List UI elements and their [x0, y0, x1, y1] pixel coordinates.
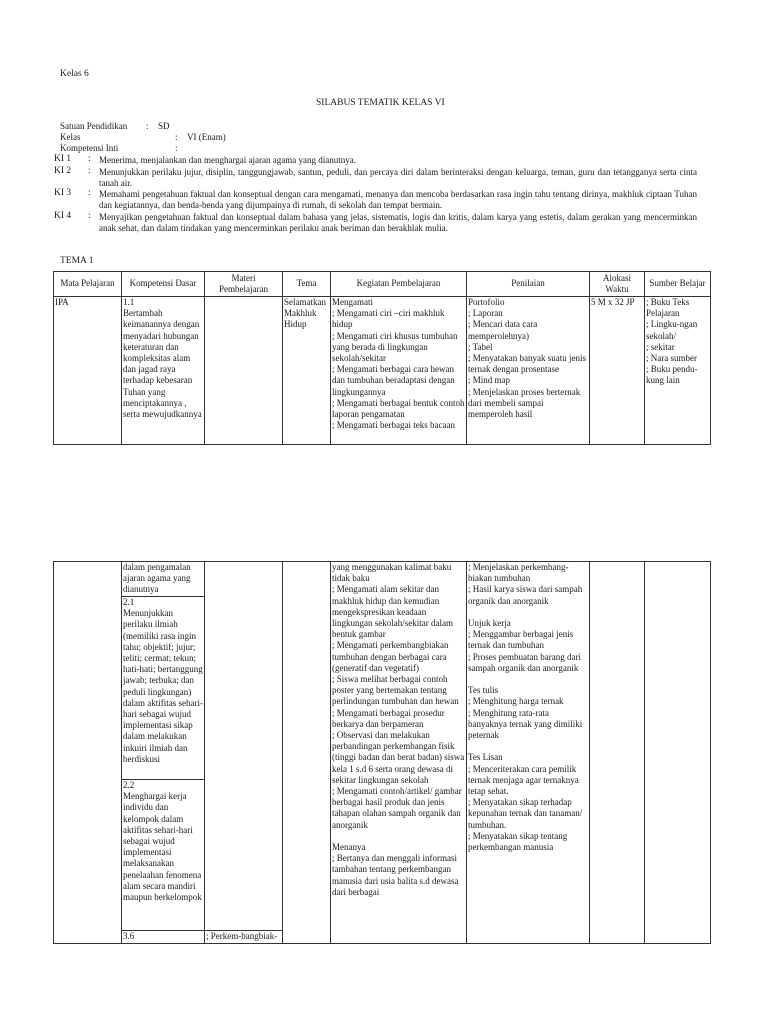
header-kompetensi-dasar: Kompetensi Dasar: [122, 272, 205, 297]
cell-mapel-cont: [54, 562, 122, 944]
cell-tema: Selamatkan Makhluk Hidup: [283, 297, 331, 445]
materi-last: ; Perkem-bangbiak-: [205, 930, 282, 943]
ki-text: Menunjukkan perilaku jujur, disiplin, tanggungjawab, santun, peduli, dan percaya diri dalam berinteraksi dengan keluarga, teman, guru dan tetangganya serta cinta tanah air.: [99, 167, 697, 188]
header-alokasi: Alokasi Waktu: [590, 272, 645, 297]
cell-sumber: ; Buku Teks Pelajaran ; Lingku-ngan sekolah/ ; sekitar ; Nara sumber ; Buku pendu-kung lain: [645, 297, 711, 445]
ki-label: KI 3: [54, 188, 72, 198]
ki-text: Menerima, menjalankan dan menghargai ajaran agama yang dianutnya.: [99, 155, 356, 165]
syllabus-table-1: [53, 271, 711, 445]
ki-text: Menyajikan pengetahuan faktual dan konseptual dalam bahasa yang jelas, sistematis, logis dan kritis, dalam karya yang estetis, dalam gerakan yang mencerminkan anak sehat, dan dalam tindakan yang mencerminkan perilaku anak beriman dan berakhlak mulia.: [99, 212, 697, 233]
header-penilaian: Penilaian: [467, 272, 590, 297]
tema-label: TEMA 1: [60, 256, 94, 266]
ki-label: KI 1: [54, 154, 72, 164]
kd-block: 2.2 Menghargai kerja individu dan kelompok dalam aktifitas sehari-hari sebagai wujud implementasi melaksanakan penelaahan fenomena alam secara mandiri maupun berkelompok: [122, 780, 204, 931]
identity-label: Satuan Pendidikan: [60, 121, 128, 131]
syllabus-table-2: [53, 561, 711, 944]
ki-sep: :: [88, 211, 91, 221]
identity-label: Kelas: [60, 132, 81, 142]
identity-value: SD: [158, 121, 170, 131]
cell-kd: 1.1 Bertambah keimanannya dengan menyadari hubungan keteraturan dan kompleksitas alam dan jagad raya terhadap kebesaran Tuhan yang menciptakannya , serta mewujudkannya: [122, 297, 205, 445]
header-mata-pelajaran: Mata Pelajaran: [54, 272, 122, 297]
cell-sumber-cont: [645, 562, 711, 944]
kd-block: 3.6: [123, 931, 135, 941]
cell-tema-cont: [283, 562, 331, 944]
identity-label: Kompetensi Inti: [60, 143, 119, 153]
identity-sep: :: [146, 121, 149, 131]
ki-sep: :: [88, 188, 91, 198]
header-tema: Tema: [283, 272, 331, 297]
kd-block: dalam pengamalan ajaran agama yang dianutnya: [122, 562, 204, 597]
header-kegiatan: Kegiatan Pembelajaran: [331, 272, 467, 297]
ki-label: KI 4: [54, 211, 72, 221]
identity-sep: :: [175, 132, 178, 142]
ki-sep: :: [88, 166, 91, 176]
header-sumber: Sumber Belajar: [645, 272, 711, 297]
kd-block: 2.1 Menunjukkan perilaku ilmiah (memiliki rasa ingin tahu; objektif; jujur; teliti; cermat; tekun; hati-hati; bertanggung jawab; terbuka; dan peduli lingkungan) dalam aktifitas sehari-hari sebagai wujud implementasi sikap dalam melakukan inkuiri ilmiah dan berdiskusi: [122, 597, 204, 780]
cell-penilaian: Portofolio ; Laporan ; Mencari data cara memperolehnya) ; Tabel ; Menyatakan banyak suatu jenis ternak dengan prosentase ; Mind map ; Menjelaskan proses berternak dari membeli sampai memperoleh hasil: [467, 297, 590, 445]
cell-materi-cont: [205, 562, 283, 944]
header-materi: Materi Pembelajaran: [205, 272, 283, 297]
class-label: Kelas 6: [60, 69, 89, 79]
cell-penilaian-cont: ; Menjelaskan perkembang-biakan tumbuhan ; Hasil karya siswa dari sampah organik dan anorganik Unjuk kerja ; Menggambar berbagai jenis ternak dan tumbuhan ; Proses pembuatan barang dari sampah organik dan anorganik Tes tulis ; Menghitung harga ternak ; Menghitung rata-rata banyaknya ternak yang dimiliki peternak Tes Lisan ; Menceriterakan cara pemilik ternak menjaga agar ternaknya tetap sehat. ; Menyatakan sikap terhadap kepunahan ternak dan tanaman/ tumbuhan. ; Menyatakan sikap tentang perkembangan manusia: [467, 562, 590, 944]
cell-kegiatan-cont: yang menggunakan kalimat baku tidak baku ; Mengamati alam sekitar dan makhluk hidup dan kemudian mengekspresikan keadaan lingkungan sekolah/sekitar dalam bentuk gambar ; Mengamati perkembangbiakan tumbuhan dengan berbagai cara (generatif dan vegetatif) ; Siswa melihat berbagai contoh poster yang bertemakan tentang perlindungan tumbuhan dan hewan ; Mengamati berbagai prosedur berkarya dan berpameran ; Observasi dan melakukan perbandingan perkembangan fisik (tinggi badan dan berat badan) siswa kela 1 s.d 6 serta orang dewasa di sekitar lingkungan sekolah ; Mengamati contoh/artikel/ gambar berbagai hasil produk dan jenis tahapan olahan sampah organik dan anorganik Menanya ; Bertanya dan menggali informasi tambahan tentang perkembangan manusia dari usia balita s.d dewasa dari berbagai: [331, 562, 467, 944]
cell-kegiatan: Mengamati ; Mengamati ciri –ciri makhluk hidup ; Mengamati ciri khusus tumbuhan yang berada di lingkungan sekolah/sekitar ; Mengamati berbagai cara hewan dan tumbuhan beradaptasi dengan lingkungannya ; Mengamati berbagai bentuk contoh laporan pengamatan ; Mengamati berbagai teks bacaan: [331, 297, 467, 445]
cell-alokasi-cont: [590, 562, 645, 944]
ki-label: KI 2: [54, 166, 72, 176]
identity-value: VI (Enam): [187, 132, 226, 142]
cell-materi: [205, 297, 283, 445]
cell-mapel: IPA: [54, 297, 122, 445]
ki-text: Memahami pengetahuan faktual dan konseptual dengan cara mengamati, menanya dan mencoba berdasarkan rasa ingin tahu tentang dirinya, makhluk ciptaan Tuhan dan kegiatannya, dan benda-benda yang dijumpainya di rumah, di sekolah dan tempat bermain.: [99, 189, 697, 210]
page-title: SILABUS TEMATIK KELAS VI: [316, 98, 445, 108]
cell-kd-cont: [122, 562, 205, 944]
ki-sep: :: [88, 154, 91, 164]
cell-alokasi: 5 M x 32 JP: [590, 297, 645, 445]
identity-sep: :: [175, 143, 178, 153]
